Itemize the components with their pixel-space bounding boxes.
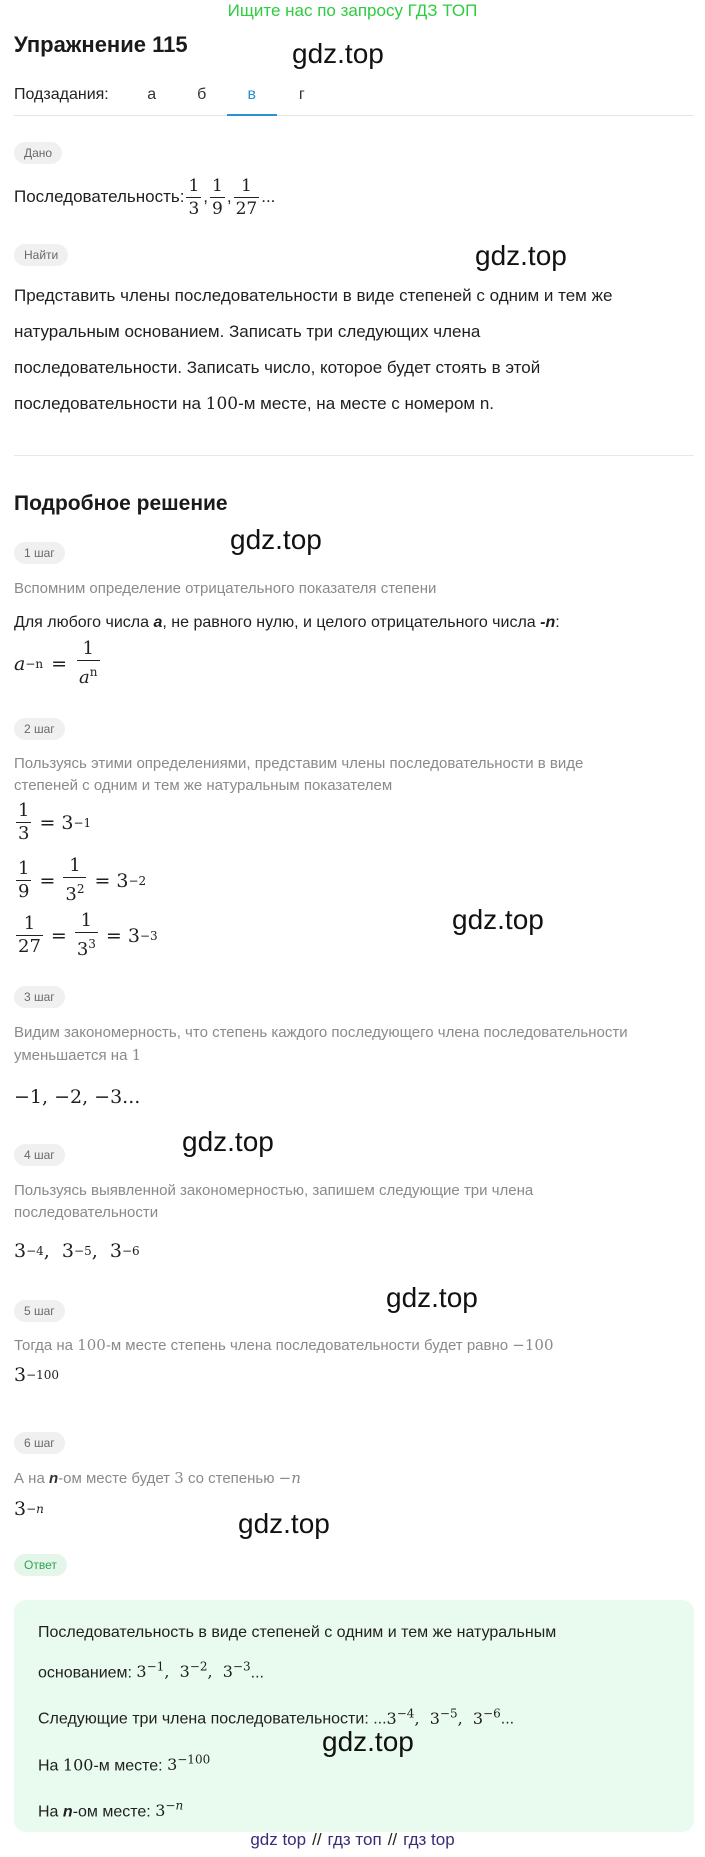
given-text: Последовательность:	[14, 187, 185, 206]
step3-sequence: −1, −2, −3...	[14, 1086, 141, 1108]
step6-pill: 6 шаг	[14, 1432, 65, 1454]
step5-pill: 5 шаг	[14, 1300, 65, 1322]
answer-box: Последовательность в виде степеней с одним и тем же натуральным основанием: $3^{-1}$, $3^{-2}$, $3^{-3}$... Следующие три члена последовательности: $...3^{-4}$, $3^{-5}$, $3^{-6}$... На 100-м месте: $3^{-100}$ На n-ом месте: $3^{-n}$	[14, 1600, 694, 1832]
given-ellipsis: ...	[261, 187, 276, 206]
solution-heading: Подробное решение	[14, 492, 228, 515]
fraction: $\frac{1}{9}$	[212, 175, 223, 219]
fraction: $\frac{1}{3}$	[188, 175, 200, 219]
watermark: gdz.top	[452, 904, 544, 935]
watermark: gdz.top	[182, 1126, 274, 1157]
footer-links: gdz top // гдз топ // гдз top	[250, 1830, 455, 1849]
step1-text: Для любого числа a, не равного нулю, и целого отрицательного числа -n:	[14, 614, 560, 631]
step3-pill: 3 шаг	[14, 986, 65, 1008]
step4-muted: Пользуясь выявленной закономерностью, запишем следующие три члена последовательности	[14, 1182, 534, 1221]
step2-pill: 2 шаг	[14, 718, 65, 740]
step4-pill: 4 шаг	[14, 1144, 65, 1166]
given-row: Последовательность: $\frac{1}{3}$ , $\frac{1}{9}$ , $\frac{1}{27}$ ...	[14, 175, 276, 219]
find-pill: Найти	[14, 244, 68, 266]
watermark: gdz.top	[292, 38, 384, 69]
step2-muted: Пользуясь этими определениями, представим члены последовательности в виде степеней с одним и тем же натуральным показателем	[14, 755, 584, 794]
step2-formula-1: $\frac{1}{3}$ = 3 −1	[18, 800, 92, 844]
tab-a[interactable]: а	[147, 86, 157, 103]
footer-link-gdz-top-ru[interactable]: гдз топ	[327, 1830, 382, 1849]
watermark: gdz.top	[238, 1508, 330, 1539]
find-text: Представить члены последовательности в виде степеней с одним и тем же натуральным основанием. Записать три следующих члена последовательности. Записать число, которое будет стоять в этой последовательности на 100-м месте, на месте с номером n.	[14, 286, 613, 414]
watermark: gdz.top	[322, 1726, 414, 1757]
tab-v[interactable]: в	[227, 82, 277, 116]
answer-pill: Ответ	[14, 1554, 67, 1576]
step1-formula: a −n = $\frac{1}{a^n}$	[14, 638, 98, 688]
step4-powers: 3 −4 , 3 −5 , 3 −6	[14, 1240, 140, 1262]
divider	[14, 455, 694, 456]
watermark: gdz.top	[475, 240, 567, 271]
step2-formula-2: $\frac{1}{9}$ = $\frac{1}{3^2}$ = 3 −2	[18, 855, 147, 905]
step3-muted: Видим закономерность, что степень каждого последующего члена последовательности уменьшается на 1	[14, 1024, 628, 1064]
given-pill: Дано	[14, 142, 62, 164]
page-title: Упражнение 115	[14, 32, 188, 57]
tab-g[interactable]: г	[298, 86, 305, 103]
tab-b[interactable]: б	[197, 86, 207, 103]
fraction: $\frac{1}{27}$	[235, 175, 258, 219]
footer-link-gdz-top-mixed[interactable]: гдз top	[403, 1830, 455, 1849]
step2-formula-3: $\frac{1}{27}$ = $\frac{1}{3^3}$ = 3 −3	[18, 910, 158, 960]
step5-muted: Тогда на 100-м месте степень члена последовательности будет равно −100	[14, 1336, 554, 1354]
subtasks-bar	[14, 82, 694, 116]
step5-power: 3 −100	[14, 1364, 60, 1386]
watermark: gdz.top	[386, 1282, 478, 1313]
step1-pill: 1 шаг	[14, 542, 65, 564]
step1-muted: Вспомним определение отрицательного показателя степени	[14, 580, 437, 597]
subtasks-label: Подзадания:	[14, 86, 109, 103]
step6-muted: А на n-ом месте будет 3 со степенью −n	[14, 1469, 301, 1487]
footer-link-gdz-top[interactable]: gdz top	[250, 1830, 307, 1849]
watermark: gdz.top	[230, 524, 322, 555]
search-banner: Ищите нас по запросу ГДЗ ТОП	[227, 1, 478, 20]
step6-power: 3 −n	[14, 1498, 44, 1520]
